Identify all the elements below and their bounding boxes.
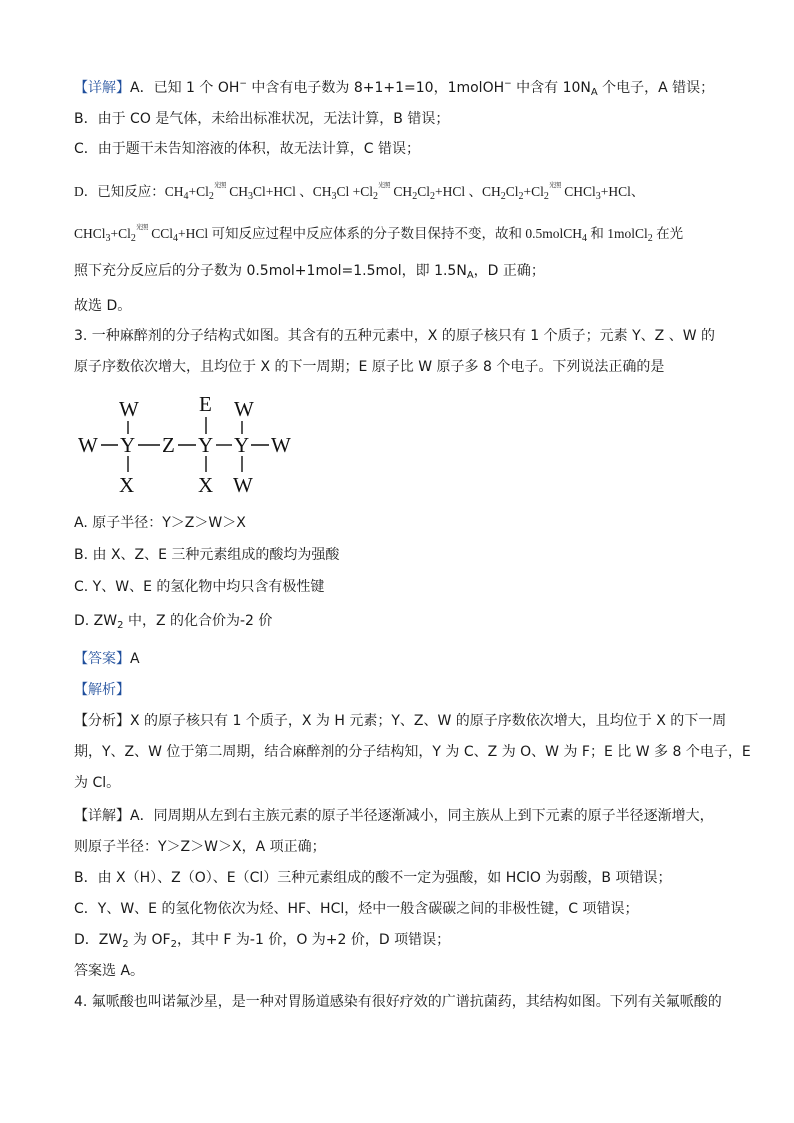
text: ，D 正确；	[473, 263, 545, 279]
text: 2	[117, 620, 124, 631]
text: 2	[412, 191, 418, 202]
atom-y-2: Y	[198, 433, 214, 457]
text: 2	[647, 233, 653, 244]
detail-line-3: B．由 X（H）、Z（O）、E（Cl）三种元素组成的酸不一定为强酸，如 HClO 为弱酸，B 项错误；	[74, 870, 672, 886]
text: Cl +Cl	[336, 184, 374, 199]
conclusion-line: 故选 D。	[74, 298, 132, 314]
text: A	[590, 87, 598, 98]
atom-x-2: X	[198, 473, 214, 497]
q3-option-d	[74, 612, 272, 635]
answer-value: A	[130, 651, 140, 667]
detail-subhead: 【详解】	[74, 808, 130, 824]
text: +Cl	[110, 226, 131, 241]
text: A	[466, 270, 474, 281]
analysis-line-2: 期，Y、Z、W 位于第二周期，结合麻醉剂的分子结构知，Y 为 C、Z 为 O、W 为 F；E 比 W 多 8 个电子，E	[74, 744, 751, 760]
atom-w-left: W	[78, 433, 98, 457]
text: 照下充分反应后的分子数为 0.5mol+1mol=1.5mol，即 1.5N	[74, 263, 467, 279]
text: 中，Z 的化合价为-2 价	[123, 613, 273, 629]
text: 2	[518, 191, 524, 202]
reaction-condition: 光照	[378, 181, 391, 189]
atom-e-top: E	[199, 392, 212, 416]
text: Cl+HCl 、CH	[253, 184, 332, 199]
atom-w-bottom: W	[233, 473, 253, 497]
text: 3	[105, 233, 111, 244]
text: CCl	[147, 226, 174, 241]
molecule-structure-diagram	[74, 388, 314, 500]
text: CHCl	[74, 226, 106, 241]
text: D．已知反应：CH	[74, 184, 184, 199]
reaction-condition: 光照	[548, 181, 561, 189]
text: 个电子，A 错误；	[597, 80, 715, 96]
detail-a-line	[74, 75, 714, 102]
text: +Cl	[523, 184, 544, 199]
text: 2	[373, 191, 379, 202]
text: 中含有 10N	[511, 80, 591, 96]
text: 2	[500, 191, 506, 202]
text: 2	[170, 939, 177, 950]
text: 3	[331, 191, 337, 202]
text: 4	[183, 191, 189, 202]
detail-label: 【详解】	[74, 80, 130, 96]
atom-x-1: X	[119, 473, 135, 497]
reaction-condition: 光照	[135, 223, 148, 231]
text: CHCl	[560, 184, 596, 199]
atom-y-3: Y	[234, 433, 250, 457]
text: ，其中 F 为-1 价，O 为+2 价，D 项错误；	[176, 932, 451, 948]
text: 2	[130, 233, 136, 244]
q3-option-c: C. Y、W、E 的氢化物中均只含有极性键	[74, 579, 325, 595]
detail-line-5	[74, 931, 450, 954]
q4-stem-line-1: 4. 氟哌酸也叫诺氟沙星，是一种对胃肠道感染有很好疗效的广谱抗菌药，其结构如图。下列有关氟哌酸的	[74, 994, 722, 1010]
text: A．同周期从左到右主族元素的原子半径逐渐减小，同主族从上到下元素的原子半径逐渐增大，	[130, 808, 714, 824]
analysis-line-3: 为 Cl。	[74, 775, 121, 791]
text: 和 1molCl	[587, 226, 648, 241]
text: Cl	[505, 184, 519, 199]
answer-line	[74, 650, 140, 668]
q3-option-b: B. 由 X、Z、E 三种元素组成的酸均为强酸	[74, 547, 340, 563]
answer-label: 【答案】	[74, 651, 130, 667]
q3-option-a: A. 原子半径：Y＞Z＞W＞X	[74, 515, 246, 531]
analysis-label: 【解析】	[74, 682, 130, 698]
text: −	[239, 79, 247, 89]
detail-c-line: C．由于题干未告知溶液的体积，故无法计算，C 错误；	[74, 141, 420, 157]
text: 中含有电子数为 8+1+1=10，1molOH	[246, 80, 505, 96]
text: +Cl	[188, 184, 209, 199]
analysis-line-1	[74, 712, 726, 730]
text: 为 OF	[128, 932, 171, 948]
text: +HCl、	[600, 184, 645, 199]
atom-z: Z	[162, 433, 175, 457]
final-answer-line: 答案选 A。	[74, 963, 145, 979]
text: 在光	[652, 226, 684, 241]
text: X 的原子核只有 1 个质子，X 为 H 元素；Y、Z、W 的原子序数依次增大，且均位于 X 的下一周	[130, 713, 727, 729]
text: CH	[225, 184, 249, 199]
text: Cl	[417, 184, 430, 199]
text: +HCl 、CH	[434, 184, 501, 199]
detail-line-1	[74, 807, 714, 825]
detail-line-4: C．Y、W、E 的氢化物依次为烃、HF、HCl，烃中一般含碳碳之间的非极性键，C 项错误；	[74, 901, 639, 917]
text: D．ZW	[74, 932, 123, 948]
text: −	[504, 79, 512, 89]
detail-d-line-2	[74, 218, 683, 248]
detail-line-2: 则原子半径：Y＞Z＞W＞X，A 项正确；	[74, 839, 326, 855]
atom-w-top-1: W	[119, 397, 139, 421]
q3-stem-line-1: 3. 一种麻醉剂的分子结构式如图。其含有的五种元素中，X 的原子核只有 1 个质子；元素 Y、Z 、W 的	[74, 328, 715, 344]
text: CH	[390, 184, 413, 199]
text: 3	[248, 191, 254, 202]
text: 3	[595, 191, 601, 202]
text: 2	[122, 939, 129, 950]
text: 2	[543, 191, 549, 202]
text: A．已知 1 个 OH	[130, 80, 240, 96]
reaction-condition: 光照	[213, 181, 226, 189]
detail-d-line-3	[74, 262, 545, 285]
atom-w-top-2: W	[234, 397, 254, 421]
text: 2	[208, 191, 214, 202]
text: +HCl 可知反应过程中反应体系的分子数目保持不变，故和 0.5molCH	[178, 226, 583, 241]
text: 4	[582, 233, 588, 244]
text: 2	[429, 191, 435, 202]
q3-stem-line-2: 原子序数依次增大，且均位于 X 的下一周期；E 原子比 W 原子多 8 个电子。下列说法正确的是	[74, 359, 665, 375]
detail-b-line: B．由于 CO 是气体，未给出标准状况，无法计算，B 错误；	[74, 111, 450, 127]
text: D. ZW	[74, 613, 118, 629]
analysis-subhead: 【分析】	[74, 713, 130, 729]
atom-w-right: W	[271, 433, 291, 457]
text: 4	[173, 233, 179, 244]
atom-y-1: Y	[120, 433, 136, 457]
detail-d-line-1	[74, 176, 644, 206]
